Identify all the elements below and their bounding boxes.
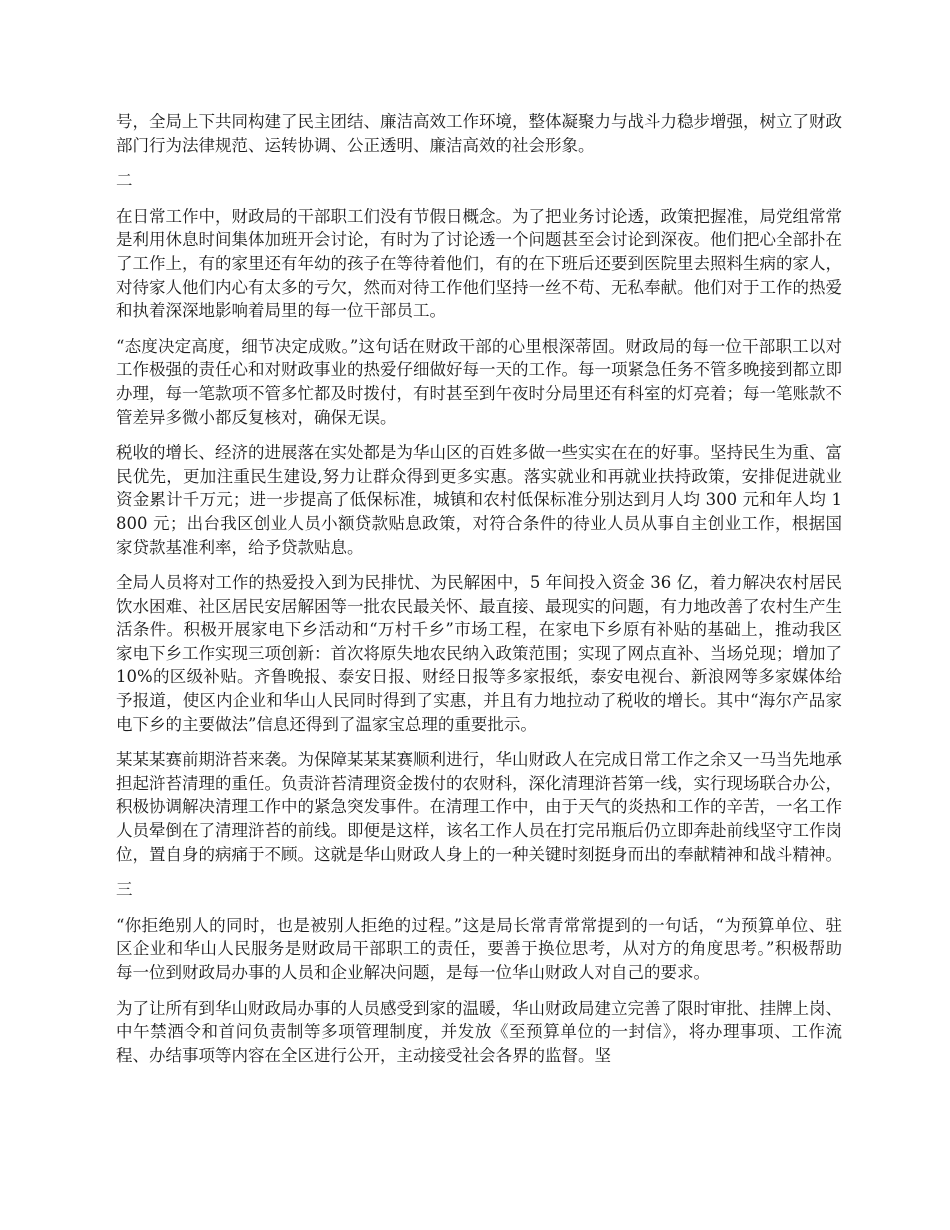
section-heading: 三 — [116, 880, 133, 900]
body-paragraph: 某某某赛前期浒苔来袭。为保障某某某赛顺利进行，华山财政人在完成日常工作之余又一马当先地承担起浒苔清理的重任。负责浒苔清理资金拨付的农财科，深化清理浒苔第一线，实行现场联合办公，积极协调解决清理工作中的紧急突发事件。在清理工作中，由于天气的炎热和工作的辛苦，一名工作人员晕倒在了清理浒苔的前线。即便是这样，该名工作人员在打完吊瓶后仍立即奔赴前线坚守工作岗位，置自身的病痛于不顾。这就是华山财政人身上的一种关键时刻挺身而出的奉献精神和战斗精神。 — [116, 750, 842, 864]
body-paragraph: “你拒绝别人的同时，也是被别人拒绝的过程。”这是局长常青常常提到的一句话，“为预算单位、驻区企业和华山人民服务是财政局干部职工的责任，要善于换位思考，从对方的角度思考。”积极帮助每一位到财政局办事的人员和企业解决问题，是每一位华山财政人对自己的要求。 — [116, 915, 842, 982]
body-paragraph: 税收的增长、经济的进展落在实处都是为华山区的百姓多做一些实实在在的好事。坚持民生为重、富民优先，更加注重民生建设,努力让群众得到更多实惠。落实就业和再就业扶持政策，安排促进就业资金累计千万元；进一步提高了低保标准，城镇和农村低保标准分别达到月人均 300 元和年人均 1800 元；出台我区创业人员小额贷款贴息政策，对符合条件的待业人员从事自主创业工作，根据国家贷款基准利率，给予贷款贴息。 — [116, 443, 842, 557]
document-page — [116, 110, 842, 1079]
body-paragraph: 为了让所有到华山财政局办事的人员感受到家的温暖，华山财政局建立完善了限时审批、挂牌上岗、中午禁酒令和首问负责制等多项管理制度，并发放《至预算单位的一封信》，将办理事项、工作流程、办结事项等内容在全区进行公开，主动接受社会各界的监督。坚 — [116, 998, 842, 1065]
body-paragraph: 在日常工作中，财政局的干部职工们没有节假日概念。为了把业务讨论透，政策把握准，局党组常常是利用休息时间集体加班开会讨论，有时为了讨论透一个问题甚至会讨论到深夜。他们把心全部扑在了工作上，有的家里还有年幼的孩子在等待着他们，有的在下班后还要到医院里去照料生病的家人，对待家人他们内心有太多的亏欠，然而对待工作他们坚持一丝不苟、无私奉献。他们对于工作的热爱和执着深深地影响着局里的每一位干部员工。 — [116, 206, 842, 321]
section-heading: 二 — [116, 171, 133, 191]
body-paragraph: 全局人员将对工作的热爱投入到为民排忧、为民解困中，5 年间投入资金 36 亿，着力解决农村居民饮水困难、社区居民安居解困等一批农民最关怀、最直接、最现实的问题，有力地改善了农村生产生活条件。积极开展家电下乡活动和“万村千乡”市场工程，在家电下乡原有补贴的基础上，推动我区家电下乡工作实现三项创新：首次将原失地农民纳入政策范围；实现了网点直补、当场兑现；增加了 10%的区级补贴。齐鲁晚报、泰安日报、财经日报等多家报纸，泰安电视台、新浪网等多家媒体给予报道，使区内企业和华山人民同时得到了实惠，并且有力地拉动了税收的增长。其中“海尔产品家电下乡的主要做法”信息还得到了温家宝总理的重要批示。 — [116, 573, 842, 734]
body-paragraph: 号，全局上下共同构建了民主团结、廉洁高效工作环境，整体凝聚力与战斗力稳步增强，树立了财政部门行为法律规范、运转协调、公正透明、廉洁高效的社会形象。 — [116, 112, 842, 155]
body-paragraph: “态度决定高度，细节决定成败。”这句话在财政干部的心里根深蒂固。财政局的每一位干部职工以对工作极强的责任心和对财政事业的热爱仔细做好每一天的工作。每一项紧急任务不管多晚接到都立即办理，每一笔款项不管多忙都及时拨付，有时甚至到午夜时分局里还有科室的灯亮着；每一笔账款不管差异多微小都反复核对，确保无误。 — [116, 336, 842, 427]
